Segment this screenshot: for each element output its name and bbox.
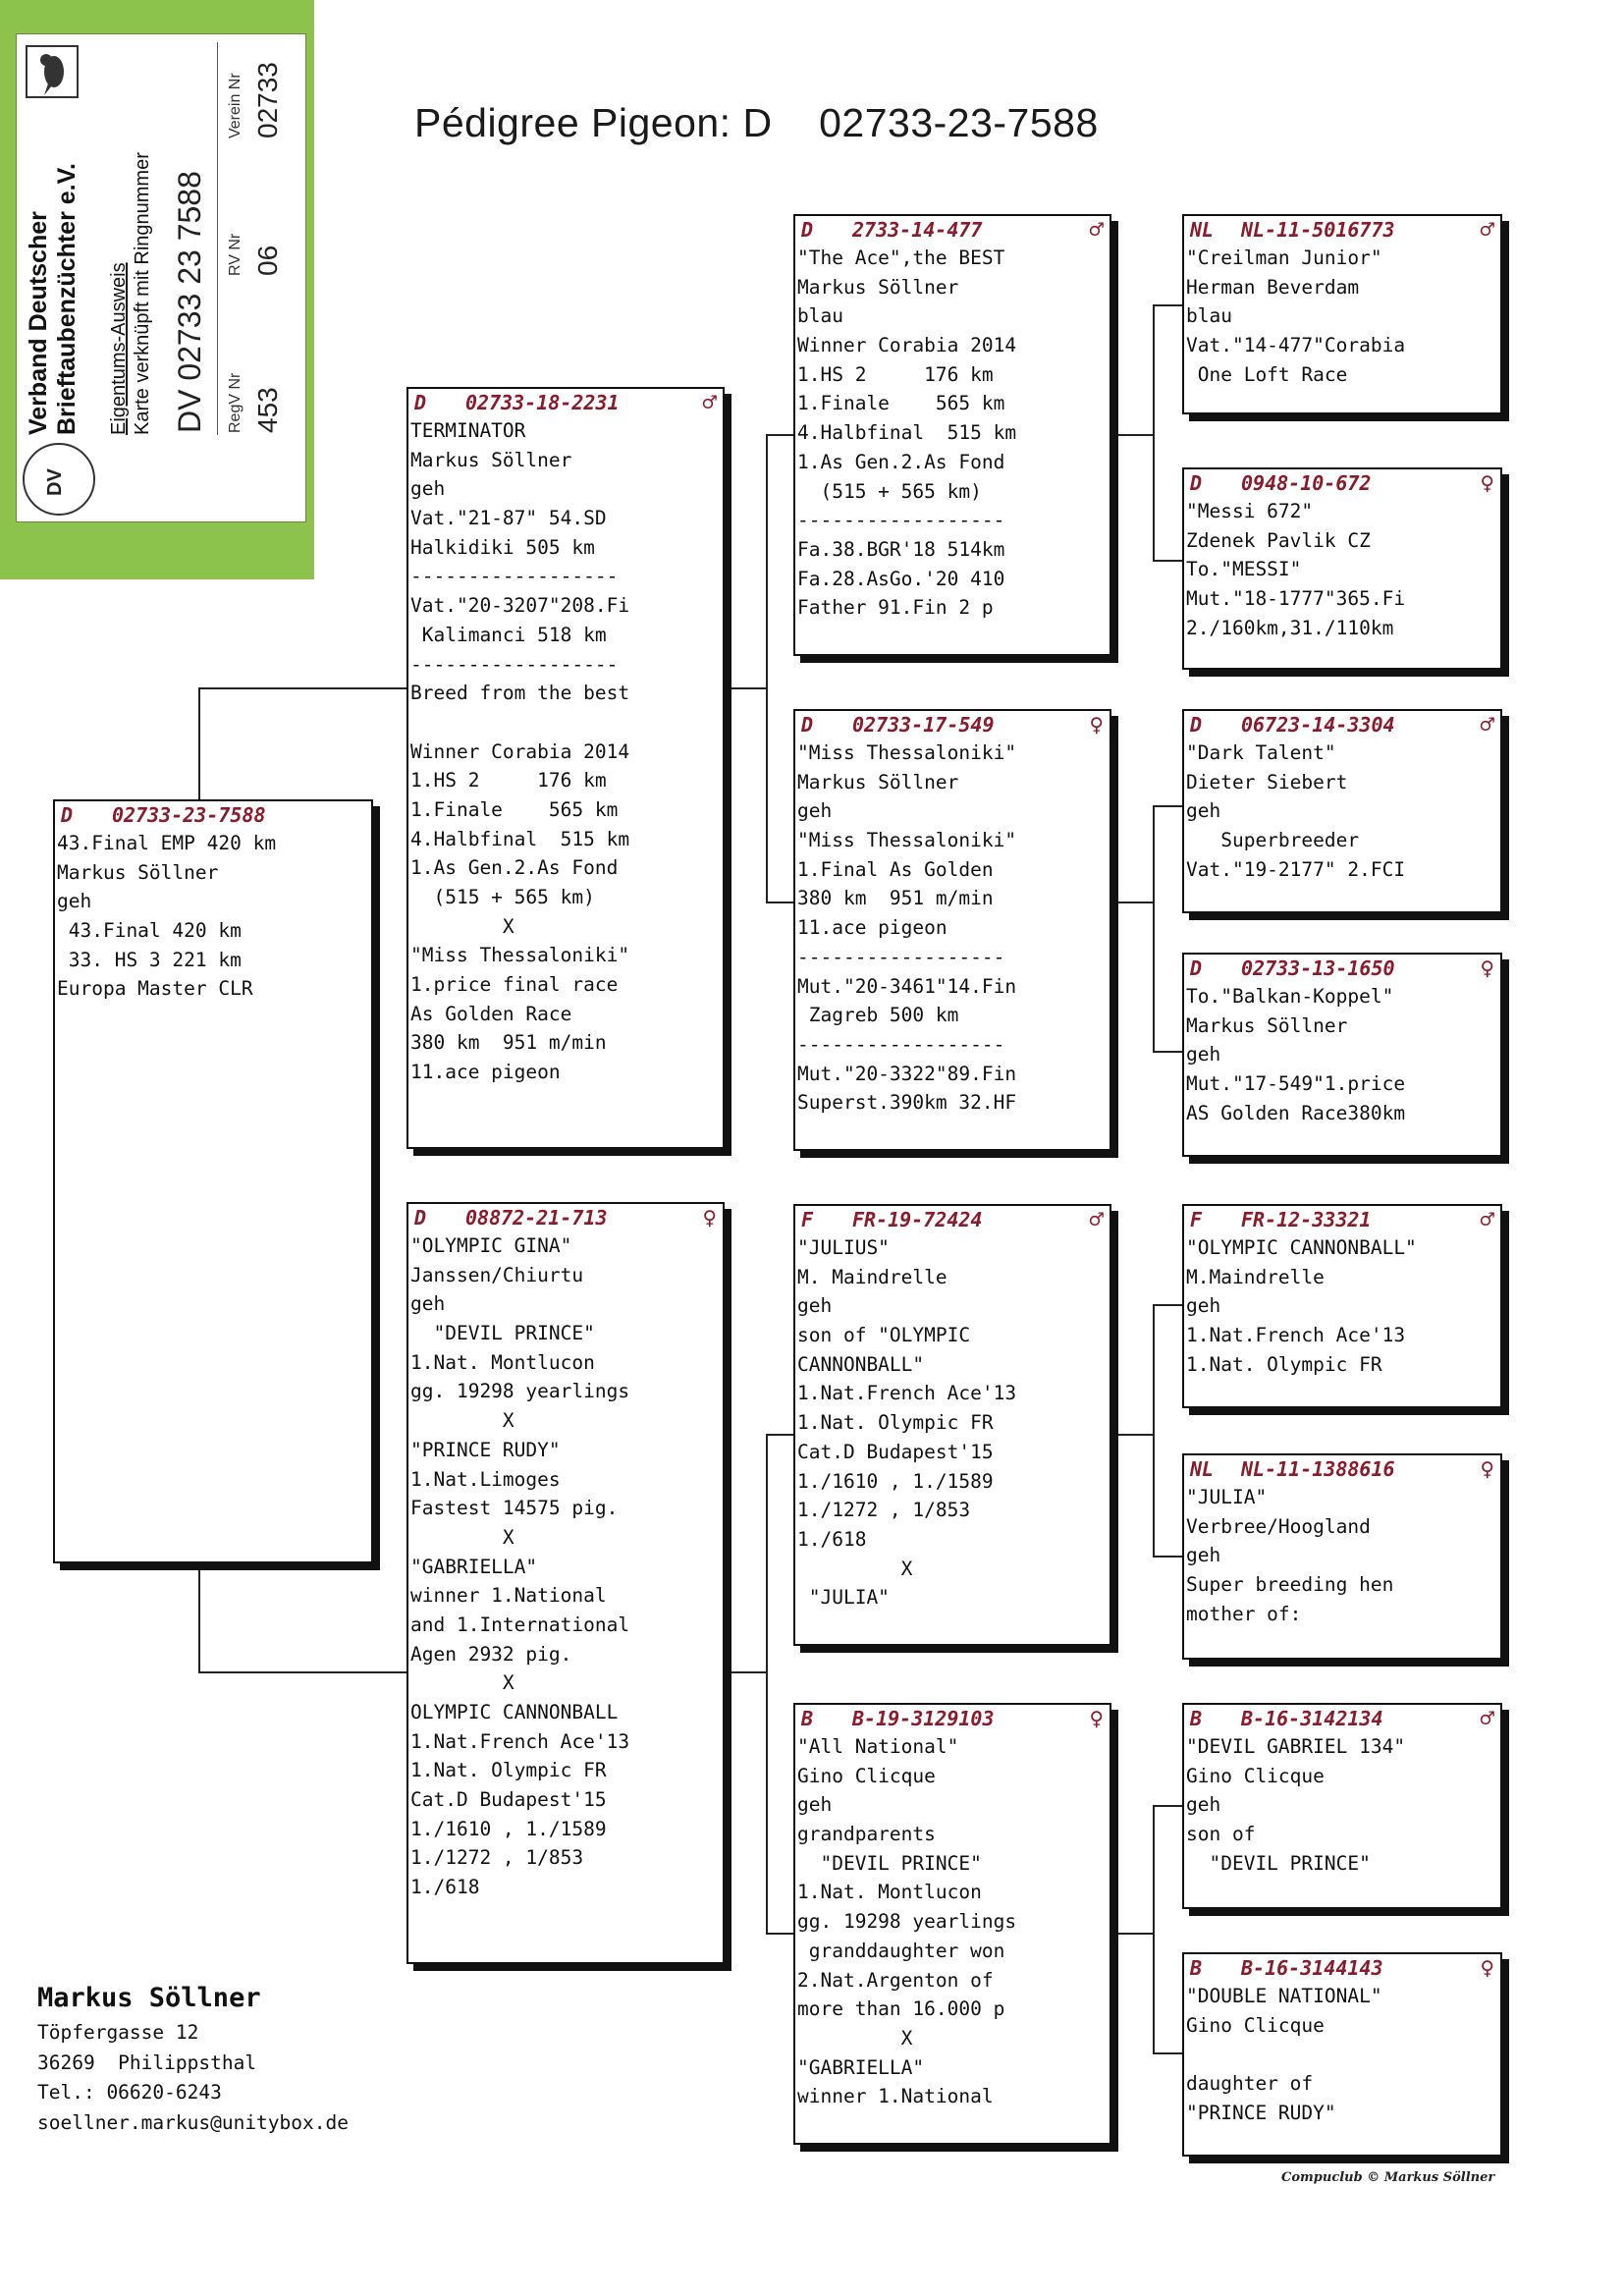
pedigree-line: geh <box>410 1292 446 1316</box>
owner-name: Markus Söllner <box>37 1983 261 2013</box>
logo-text: DV <box>44 468 66 496</box>
owner-phone: Tel.: 06620-6243 <box>37 2081 222 2104</box>
pedigree-box-ff <box>793 214 1111 656</box>
connector-to-mff <box>1153 1304 1184 1306</box>
pedigree-line: CANNONBALL" <box>797 1352 925 1376</box>
pedigree-box-mm <box>793 1703 1111 2145</box>
pedigree-line: "The Ace",the BEST <box>797 246 1005 269</box>
pedigree-line: 1.Nat. Montlucon <box>797 1881 982 1904</box>
pedigree-line: "Messi 672" <box>1186 500 1314 522</box>
pedigree-box-ffm <box>1182 467 1502 670</box>
box-header <box>1184 469 1500 497</box>
pedigree-line: "DEVIL PRINCE" <box>410 1322 595 1345</box>
pedigree-line: Vat."21-87" 54.SD <box>410 507 607 530</box>
pedigree-line: Gino Clicque <box>797 1764 936 1787</box>
pedigree-line: Verbree/Hoogland <box>1186 1514 1371 1538</box>
pedigree-line: Gino Clicque <box>1186 2013 1325 2037</box>
ownership-card-panel <box>16 33 306 522</box>
pedigree-line: As Golden Race <box>410 1002 572 1025</box>
female-symbol-icon: ♀ <box>1480 1455 1494 1483</box>
connector-ff-out <box>1110 434 1155 436</box>
country-code: F <box>1190 1208 1203 1231</box>
country-code: NL <box>1190 218 1215 242</box>
pedigree-line: Cat.D Budapest'15 <box>797 1440 994 1463</box>
pedigree-line: geh <box>1186 1544 1221 1567</box>
pedigree-line: TERMINATOR <box>410 419 526 442</box>
male-symbol-icon: ♂ <box>1480 1705 1494 1732</box>
connector-to-fmf <box>1153 805 1184 807</box>
male-symbol-icon: ♂ <box>1089 216 1104 244</box>
pedigree-line: Herman Beverdam <box>1186 275 1360 299</box>
box-header <box>1184 1455 1500 1483</box>
pedigree-line: 380 km 951 m/min <box>797 887 994 910</box>
pedigree-line: M. Maindrelle <box>797 1265 947 1288</box>
pedigree-line: 1./1272 , 1/853 <box>410 1846 584 1870</box>
pedigree-line: X <box>797 2026 913 2050</box>
female-symbol-icon: ♀ <box>1480 1954 1494 1982</box>
pedigree-line: 1.Nat. Olympic FR <box>1186 1352 1382 1376</box>
connector-mf-out <box>1110 1434 1155 1436</box>
box-header <box>1184 1705 1500 1732</box>
connector-to-mmm <box>1153 2052 1184 2054</box>
ring-number: 2733-14-477 <box>852 218 983 242</box>
pedigree-box-fm <box>793 709 1111 1151</box>
connector-to-mf <box>766 1434 795 1436</box>
pedigree-line: "DEVIL PRINCE" <box>797 1851 982 1875</box>
pedigree-line: Fa.38.BGR'18 514km <box>797 537 1005 561</box>
country-code: D <box>414 1206 427 1230</box>
pedigree-line: X <box>410 1671 514 1695</box>
pedigree-box-fff <box>1182 214 1502 414</box>
pedigree-line: Markus Söllner <box>1186 1013 1348 1037</box>
pedigree-line: 43.Final EMP 420 km <box>57 832 277 854</box>
box-lines <box>1184 497 1500 642</box>
ring-number: FR-19-72424 <box>852 1208 983 1231</box>
pedigree-line: winner 1.National <box>797 2085 994 2108</box>
pedigree-line: son of "OLYMPIC <box>797 1324 971 1347</box>
connector-to-mmf <box>1153 1805 1184 1807</box>
pedigree-line: Winner Corabia 2014 <box>410 739 630 763</box>
pedigree-line: 1.Nat.Limoges <box>410 1467 561 1491</box>
pedigree-line: Zdenek Pavlik CZ <box>1186 528 1371 552</box>
connector-to-mother <box>198 1671 408 1673</box>
connector-mother-out <box>723 1671 768 1673</box>
connector-to-fmm <box>1153 1051 1184 1053</box>
card-subtitle <box>107 152 154 435</box>
pedigree-line: Vat."14-477"Corabia <box>1186 334 1406 357</box>
pedigree-line: 11.ace pigeon <box>797 916 947 940</box>
pedigree-line: geh <box>797 799 833 823</box>
pedigree-line: Europa Master CLR <box>57 977 253 1001</box>
card-organization <box>25 163 81 435</box>
pedigree-line: 1.As Gen.2.As Fond <box>410 856 619 880</box>
pedigree-line: 1./618 <box>410 1876 480 1899</box>
pedigree-line: Winner Corabia 2014 <box>797 334 1017 357</box>
pedigree-line: 1./618 <box>797 1527 867 1551</box>
pedigree-line: geh <box>57 890 92 913</box>
pedigree-line: Cat.D Budapest'15 <box>410 1788 607 1812</box>
connector-to-ff <box>766 434 795 436</box>
pedigree-line: more than 16.000 p <box>797 1997 1005 2021</box>
country-code: B <box>1190 1956 1203 1980</box>
pedigree-line: daughter of <box>1186 2072 1314 2096</box>
pedigree-line: 1.price final race <box>410 973 619 997</box>
box-header <box>795 216 1110 244</box>
card-ring-number: DV 02733 23 7588 <box>172 171 207 433</box>
pedigree-box-father <box>406 387 725 1149</box>
pedigree-line: "Miss Thessaloniki" <box>797 829 1017 852</box>
pedigree-line: 1.As Gen.2.As Fond <box>797 450 1005 473</box>
pedigree-line: Mut."18-1777"365.Fi <box>1186 587 1406 611</box>
box-lines <box>1184 244 1500 389</box>
ring-number: 02733-13-1650 <box>1241 957 1395 980</box>
pedigree-line: Gino Clicque <box>1186 1764 1325 1787</box>
connector-to-father <box>198 687 408 689</box>
pedigree-line: "DEVIL PRINCE" <box>1186 1851 1371 1875</box>
pedigree-line: mother of: <box>1186 1602 1302 1625</box>
box-lines <box>795 1732 1110 2111</box>
country-code: B <box>801 1707 814 1730</box>
pedigree-box-subject <box>53 799 373 1563</box>
pedigree-line <box>410 708 723 738</box>
male-symbol-icon: ♂ <box>702 389 717 416</box>
box-header <box>408 389 723 416</box>
card-label-rv: RV Nr <box>227 233 244 276</box>
pedigree-line: 1.Nat.French Ace'13 <box>1186 1324 1406 1347</box>
pedigree-line: "JULIA" <box>797 1586 890 1610</box>
box-lines <box>1184 982 1500 1127</box>
pedigree-line: and 1.International <box>410 1613 630 1636</box>
pedigree-line: Superst.390km 32.HF <box>797 1091 1017 1115</box>
pedigree-line: Vat."19-2177" 2.FCI <box>1186 857 1406 881</box>
pedigree-line: "Creilman Junior" <box>1186 246 1382 269</box>
pedigree-line: 11.ace pigeon <box>410 1061 561 1084</box>
ring-number: B-19-3129103 <box>852 1707 995 1730</box>
owner-city: 36269 Philippsthal <box>37 2050 257 2074</box>
pedigree-line: 4.Halbfinal 515 km <box>410 827 630 850</box>
box-header <box>795 1705 1110 1732</box>
pedigree-line: X <box>410 1409 514 1433</box>
pedigree-line: ------------------ <box>797 509 1005 532</box>
pedigree-line: geh <box>1186 1043 1221 1066</box>
pedigree-line: "JULIUS" <box>797 1236 890 1259</box>
box-lines <box>795 1233 1110 1613</box>
pedigree-line <box>1186 2040 1500 2069</box>
country-code: D <box>801 713 814 737</box>
pedigree-line: geh <box>797 1793 833 1817</box>
pedigree-line: "DEVIL GABRIEL 134" <box>1186 1735 1406 1758</box>
card-divider <box>217 42 218 435</box>
pedigree-line: grandparents <box>797 1823 936 1846</box>
pedigree-line: Zagreb 500 km <box>797 1004 959 1027</box>
pedigree-line: Mut."20-3322"89.Fin <box>797 1062 1017 1085</box>
male-symbol-icon: ♂ <box>1480 711 1494 738</box>
female-symbol-icon: ♀ <box>1480 955 1494 982</box>
box-lines <box>408 1231 723 1902</box>
pigeon-seal-icon <box>25 44 80 99</box>
pedigree-line: Father 91.Fin 2 p <box>797 596 994 620</box>
ownership-card-content <box>17 34 305 521</box>
pedigree-line: To."MESSI" <box>1186 558 1302 581</box>
pedigree-line: 1.Nat. Olympic FR <box>797 1411 994 1435</box>
card-label-regv: RegV Nr <box>227 372 244 433</box>
pedigree-line: "Dark Talent" <box>1186 741 1336 764</box>
pedigree-line: (515 + 565 km) <box>797 479 982 503</box>
pedigree-line: Markus Söllner <box>410 448 572 471</box>
pedigree-line: "JULIA" <box>1186 1486 1268 1508</box>
country-code: F <box>801 1208 814 1231</box>
female-symbol-icon: ♀ <box>1480 469 1494 497</box>
pedigree-line: Fastest 14575 pig. <box>410 1497 619 1520</box>
pedigree-line: Halkidiki 505 km <box>410 535 595 559</box>
pedigree-line: 1.HS 2 176 km <box>410 769 607 793</box>
pedigree-line: Fa.28.AsGo.'20 410 <box>797 567 1005 590</box>
connector-father-vertical <box>766 434 768 903</box>
card-org-line-2: Brieftaubenzüchter e.V. <box>53 163 81 435</box>
ring-number: NL-11-5016773 <box>1241 218 1395 242</box>
pedigree-box-fmf <box>1182 709 1502 913</box>
connector-to-mm <box>766 1933 795 1935</box>
male-symbol-icon: ♂ <box>1480 216 1494 244</box>
card-value-rv: 06 <box>252 245 283 276</box>
box-header <box>1184 955 1500 982</box>
pedigree-line: son of <box>1186 1823 1256 1846</box>
pedigree-line: blau <box>1186 304 1232 328</box>
connector-mother-vertical <box>766 1434 768 1935</box>
female-symbol-icon: ♀ <box>1089 1705 1104 1732</box>
box-lines <box>1184 1483 1500 1628</box>
box-lines <box>408 416 723 1087</box>
connector-to-ffm <box>1153 560 1184 562</box>
pedigree-box-mf <box>793 1204 1111 1646</box>
box-header <box>55 801 371 829</box>
box-header <box>1184 1954 1500 1982</box>
pedigree-line: "OLYMPIC GINA" <box>410 1234 572 1257</box>
connector-to-mfm <box>1153 1556 1184 1558</box>
box-header <box>1184 1206 1500 1233</box>
pedigree-line: blau <box>797 304 843 328</box>
pedigree-line: "GABRIELLA" <box>797 2055 925 2079</box>
pedigree-line: Superbreeder <box>1186 829 1360 852</box>
pedigree-line: geh <box>410 477 446 501</box>
box-lines <box>795 244 1110 623</box>
pedigree-line: geh <box>1186 1294 1221 1318</box>
country-code: NL <box>1190 1457 1215 1481</box>
pedigree-line: OLYMPIC CANNONBALL <box>410 1701 619 1723</box>
pedigree-line: 1./1272 , 1/853 <box>797 1499 971 1522</box>
ring-number: 02733-17-549 <box>852 713 995 737</box>
page-title: Pédigree Pigeon: D 02733-23-7588 <box>414 100 1099 145</box>
owner-street: Töpfergasse 12 <box>37 2021 199 2044</box>
box-header <box>1184 216 1500 244</box>
pedigree-line: "OLYMPIC CANNONBALL" <box>1186 1236 1417 1259</box>
ring-number: 02733-18-2231 <box>465 391 620 414</box>
box-lines <box>55 829 371 1004</box>
pedigree-box-mfm <box>1182 1453 1502 1660</box>
pedigree-line: One Loft Race <box>1186 362 1348 386</box>
association-logo-icon <box>23 443 95 516</box>
box-header <box>1184 711 1500 738</box>
owner-email: soellner.markus@unitybox.de <box>37 2110 349 2134</box>
pedigree-line: 1./1610 , 1./1589 <box>410 1817 607 1840</box>
pedigree-box-mother <box>406 1202 725 1964</box>
connector-to-fm <box>766 902 795 903</box>
card-subtitle-title: Eigentums-Ausweis <box>108 262 130 435</box>
country-code: B <box>1190 1707 1203 1730</box>
pedigree-line: "Miss Thessaloniki" <box>797 741 1017 764</box>
female-symbol-icon: ♀ <box>1089 711 1104 738</box>
pedigree-line: ------------------ <box>410 565 619 588</box>
pedigree-line: 1.Final As Golden <box>797 857 994 881</box>
pedigree-line: Markus Söllner <box>797 275 959 299</box>
male-symbol-icon: ♂ <box>1089 1206 1104 1233</box>
pedigree-line: "GABRIELLA" <box>410 1555 538 1578</box>
connector-fm-vertical <box>1153 805 1155 1053</box>
connector-to-fff <box>1153 304 1184 306</box>
pedigree-line: "Miss Thessaloniki" <box>410 944 630 967</box>
box-lines <box>1184 1233 1500 1379</box>
ring-number: 02733-23-7588 <box>112 803 266 827</box>
owner-address <box>37 1979 349 2138</box>
pedigree-line: Kalimanci 518 km <box>410 623 607 646</box>
ring-number: 0948-10-672 <box>1241 471 1372 495</box>
country-code: D <box>1190 713 1203 737</box>
card-value-verein: 02733 <box>252 62 283 138</box>
pedigree-line: 1.Nat. Olympic FR <box>410 1759 607 1782</box>
connector-ff-vertical <box>1153 304 1155 562</box>
box-header <box>408 1204 723 1231</box>
pedigree-line: "All National" <box>797 1735 959 1758</box>
pedigree-line: To."Balkan-Koppel" <box>1186 985 1394 1008</box>
box-lines <box>795 738 1110 1118</box>
pedigree-line: 1.Finale 565 km <box>410 797 619 821</box>
pedigree-line: 380 km 951 m/min <box>410 1031 607 1055</box>
pedigree-line: winner 1.National <box>410 1584 607 1608</box>
pedigree-line: 33. HS 3 221 km <box>57 948 242 971</box>
pedigree-line: "PRINCE RUDY" <box>410 1438 561 1461</box>
pedigree-line: Mut."20-3461"14.Fin <box>797 974 1017 998</box>
pedigree-line: 1.Nat.French Ace'13 <box>410 1729 630 1753</box>
pedigree-line: geh <box>1186 1793 1221 1817</box>
box-header <box>795 1206 1110 1233</box>
ring-number: B-16-3142134 <box>1241 1707 1383 1730</box>
card-label-verein: Verein Nr <box>227 73 244 138</box>
pedigree-line: geh <box>1186 799 1221 823</box>
ring-number: FR-12-33321 <box>1241 1208 1372 1231</box>
pedigree-line: M.Maindrelle <box>1186 1265 1325 1288</box>
pedigree-line: 2.Nat.Argenton of <box>797 1968 994 1992</box>
pedigree-line: "PRINCE RUDY" <box>1186 2101 1336 2124</box>
pedigree-line: ------------------ <box>410 652 619 676</box>
connector-father-out <box>723 687 768 689</box>
pedigree-line: granddaughter won <box>797 1939 1005 1962</box>
pedigree-box-fmm <box>1182 953 1502 1157</box>
connector-subject-up <box>198 687 200 813</box>
card-org-line-1: Verband Deutscher <box>25 211 52 435</box>
pedigree-line: Janssen/Chiurtu <box>410 1263 584 1286</box>
card-value-regv: 453 <box>252 387 283 433</box>
connector-mm-out <box>1110 1933 1155 1935</box>
ring-number: NL-11-1388616 <box>1241 1457 1395 1481</box>
country-code: D <box>61 803 74 827</box>
box-lines <box>1184 1732 1500 1878</box>
pedigree-line: 1.Finale 565 km <box>797 392 1005 415</box>
pedigree-line: X <box>797 1557 913 1580</box>
pedigree-line: geh <box>797 1294 833 1318</box>
pedigree-line: Markus Söllner <box>797 770 959 793</box>
card-note: Karte verknüpft mit Ringnummer <box>132 152 153 435</box>
box-header <box>795 711 1110 738</box>
pedigree-line: 4.Halbfinal 515 km <box>797 421 1017 445</box>
ownership-card <box>0 0 314 579</box>
pedigree-line: gg. 19298 yearlings <box>797 1910 1017 1934</box>
pedigree-line: Super breeding hen <box>1186 1573 1394 1597</box>
country-code: D <box>414 391 427 414</box>
pedigree-line: Breed from the best <box>410 682 630 705</box>
pedigree-box-mmf <box>1182 1703 1502 1909</box>
connector-subject-down <box>198 1550 200 1673</box>
male-symbol-icon: ♂ <box>1480 1206 1494 1233</box>
pedigree-line: X <box>410 1525 514 1549</box>
box-lines <box>1184 1982 1500 2127</box>
pedigree-line: "DOUBLE NATIONAL" <box>1186 1985 1382 2007</box>
connector-fm-out <box>1110 902 1155 903</box>
pedigree-box-mmm <box>1182 1952 1502 2157</box>
connector-mf-vertical <box>1153 1304 1155 1558</box>
country-code: D <box>1190 957 1203 980</box>
pedigree-line: Dieter Siebert <box>1186 770 1348 793</box>
pedigree-line: Vat."20-3207"208.Fi <box>410 594 630 618</box>
pedigree-line: 43.Final 420 km <box>57 919 242 943</box>
pedigree-box-mff <box>1182 1204 1502 1408</box>
female-symbol-icon: ♀ <box>702 1204 717 1231</box>
pedigree-line: Mut."17-549"1.price <box>1186 1072 1406 1096</box>
country-code: D <box>801 218 814 242</box>
pedigree-line: X <box>410 914 514 938</box>
pedigree-line: AS Golden Race380km <box>1186 1101 1406 1124</box>
footer-copyright: Compuclub © Markus Söllner <box>1281 2170 1495 2185</box>
pedigree-line: 1.Nat.French Ace'13 <box>797 1382 1017 1405</box>
box-lines <box>1184 738 1500 884</box>
connector-mm-vertical <box>1153 1805 1155 2054</box>
pedigree-line: 2./160km,31./110km <box>1186 616 1394 639</box>
pedigree-line: gg. 19298 yearlings <box>410 1380 630 1403</box>
ring-number: B-16-3144143 <box>1241 1956 1383 1980</box>
pedigree-line: 1./1610 , 1./1589 <box>797 1469 994 1493</box>
country-code: D <box>1190 471 1203 495</box>
pedigree-line: ------------------ <box>797 945 1005 968</box>
ring-number: 08872-21-713 <box>465 1206 608 1230</box>
pedigree-line: ------------------ <box>797 1032 1005 1056</box>
pedigree-line: 1.Nat. Montlucon <box>410 1350 595 1374</box>
pedigree-line: Agen 2932 pig. <box>410 1642 572 1666</box>
pedigree-line: Markus Söllner <box>57 860 219 884</box>
pedigree-line: 1.HS 2 176 km <box>797 362 994 386</box>
pedigree-line: (515 + 565 km) <box>410 886 595 908</box>
ring-number: 06723-14-3304 <box>1241 713 1395 737</box>
